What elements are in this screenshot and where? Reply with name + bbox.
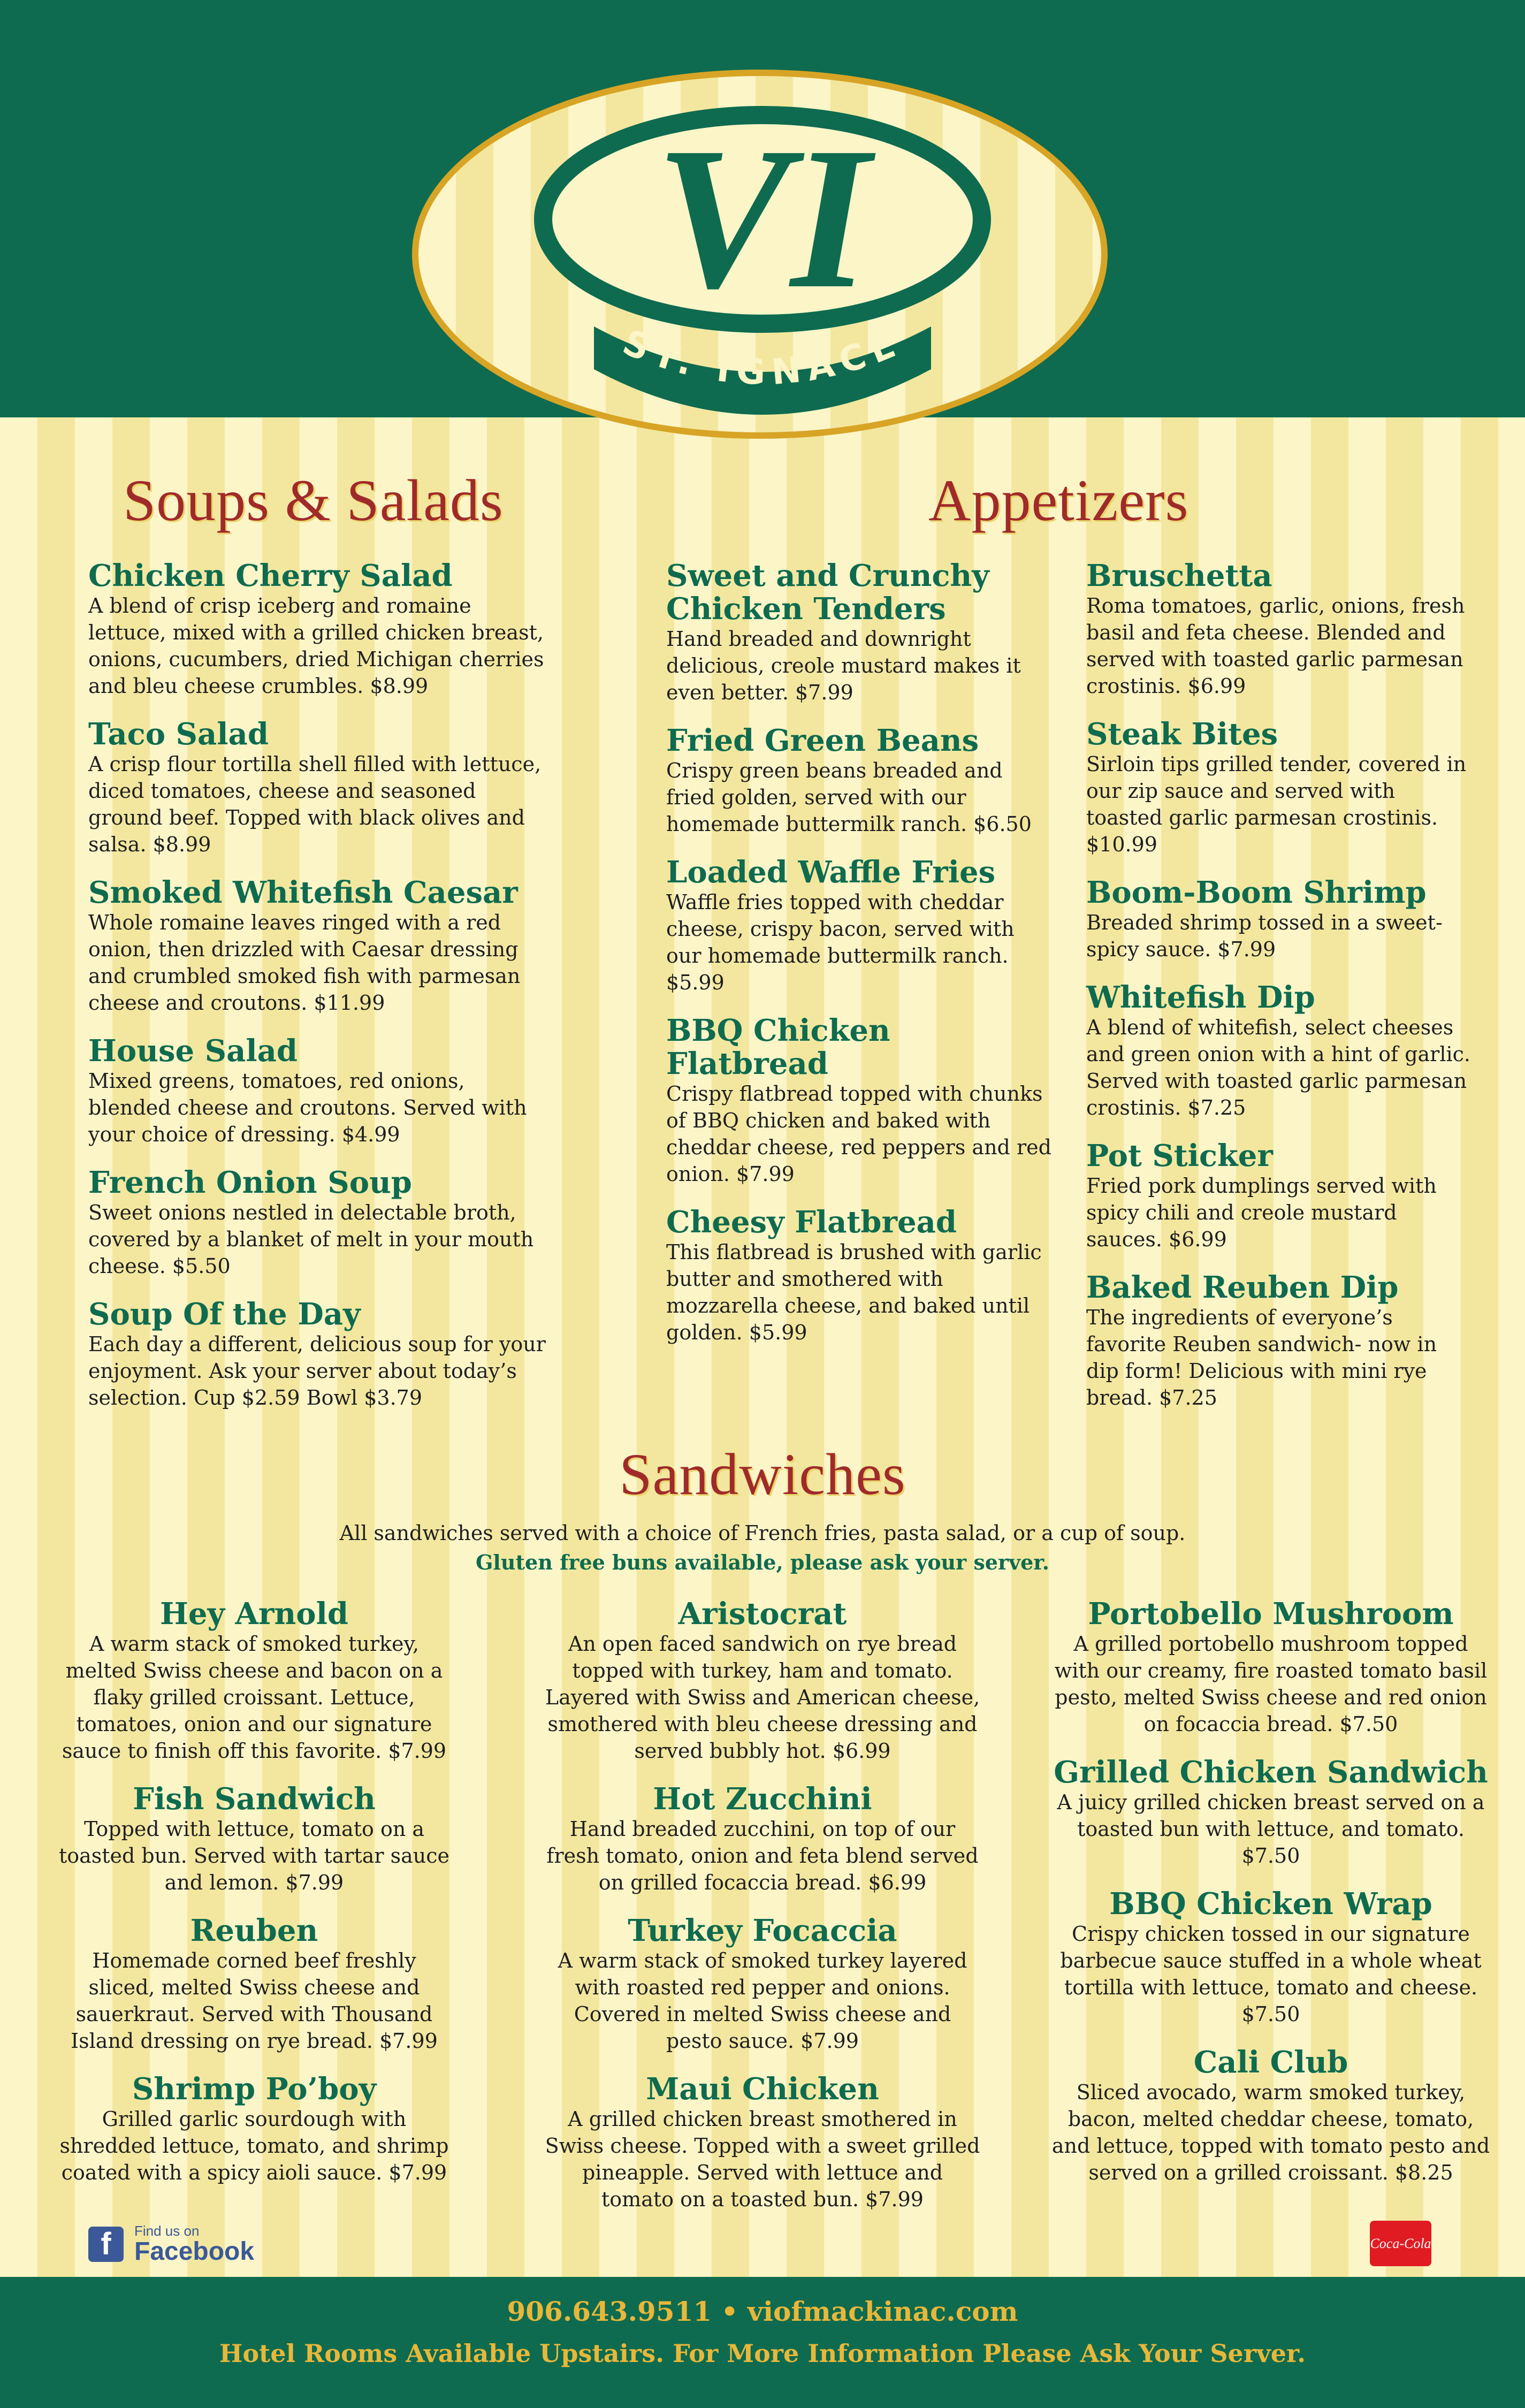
menu-item [1086,981,1471,1121]
item-desc: Crispy green beans breaded and fried golden, served with our homemade buttermilk ranch. $6.50 [666,759,1032,836]
item-desc: This flatbread is brushed with garlic butter and smothered with mozzarella cheese, and baked until golden. $5.99 [666,1240,1042,1344]
item-desc: Hand breaded and downright delicious, creole mustard makes it even better. $7.99 [666,627,1021,704]
item-desc: A grilled portobello mushroom topped with our creamy, fire roasted tomato basil pesto, melted Swiss cheese and red onion on focaccia bread. $7.50 [1054,1632,1488,1736]
item-desc: A blend of crisp iceberg and romaine lettuce, mixed with a grilled chicken breast, onions, cucumbers, dried Michigan cherries and bleu cheese crumbles. $8.99 [88,594,544,698]
item-desc: A warm stack of smoked turkey, melted Swiss cheese and bacon on a flaky grilled croissant. Lettuce, tomatoes, onion and our signature sauce to finish off this favorite. $7.99 [62,1632,447,1763]
sandwiches-column-2 [543,1597,982,2231]
item-desc: An open faced sandwich on rye bread topped with turkey, ham and tomato. Layered with Swiss and American cheese, smothered with bleu cheese dressing and served bubbly hot. $6.99 [545,1632,980,1763]
item-name: Turkey Focaccia [628,1913,897,1948]
item-name: French Onion Soup [88,1165,412,1200]
item-desc: A crisp flour tortilla shell filled with lettuce, diced tomatoes, cheese and seasoned ground beef. Topped with black olives and salsa. $8.99 [88,752,542,856]
item-name: Cali Club [1193,2045,1348,2080]
facebook-find-us: Find us on [134,2223,200,2239]
item-name: Smoked Whitefish Caesar [88,875,518,910]
sandwiches-title: Sandwiches [619,1442,906,1507]
menu-item [1086,1139,1471,1253]
menu-item [1086,876,1471,963]
soups-column [88,559,554,1429]
facebook-link[interactable] [88,2223,254,2265]
item-name: Steak Bites [1086,717,1278,752]
item-name: Fried Green Beans [666,723,979,758]
logo-place: ST. IGNACE [617,321,908,393]
item-desc: Grilled garlic sourdough with shredded lettuce, tomato, and shrimp coated with a spicy aioli sauce. $7.99 [59,2107,449,2184]
footer-contact: 906.643.9511 • viofmackinac.com [507,2296,1018,2327]
menu-item [1086,718,1471,858]
item-name: Maui Chicken [646,2071,879,2107]
item-desc: Roma tomatoes, garlic, onions, fresh basil and feta cheese. Blended and served with toasted garlic parmesan crostinis. $6.99 [1086,594,1465,698]
item-desc: Each day a different, delicious soup for your enjoyment. Ask your server about today’s selection. Cup $2.59 Bowl $3.79 [88,1332,546,1409]
item-name: Baked Reuben Dip [1086,1270,1399,1305]
item-desc: Mixed greens, tomatoes, red onions, blended cheese and croutons. Served with your choice of dressing. $4.99 [88,1069,527,1146]
item-name: House Salad [88,1033,298,1069]
item-name: Pot Sticker [1086,1138,1273,1173]
menu-item [56,1914,452,2054]
menu-item [88,718,554,858]
item-name: Cheesy Flatbread [666,1205,957,1240]
menu-item [666,559,1051,706]
menu-item [88,1298,554,1411]
appetizers-column-1 [666,559,1051,1364]
item-desc: Crispy flatbread topped with chunks of BBQ chicken and baked with cheddar cheese, red peppers and red onion. $7.99 [666,1082,1051,1186]
facebook-icon: f [88,2227,124,2262]
item-desc: Hand breaded zucchini, on top of our fresh tomato, onion and feta blend served on grilled focaccia bread. $6.99 [546,1817,979,1894]
menu-item [56,1782,452,1896]
item-name: Whitefish Dip [1086,980,1315,1015]
item-name: Shrimp Po’boy [132,2071,377,2107]
item-desc: Whole romaine leaves ringed with a red onion, then drizzled with Caesar dressing and crumbled smoked fish with parmesan cheese and croutons. $11.99 [88,911,521,1015]
menu-item [88,1166,554,1279]
menu-item [88,876,554,1016]
sandwiches-note: All sandwiches served with a choice of French fries, pasta salad, or a cup of soup. [339,1521,1186,1545]
item-desc: Sweet onions nestled in delectable broth, covered by a blanket of melt in your mouth cheese. $5.50 [88,1201,534,1278]
soups-title: Soups & Salads [123,468,504,533]
menu-item [543,2072,982,2213]
item-name: Hey Arnold [159,1596,349,1632]
item-desc: Sliced avocado, warm smoked turkey, bacon, melted cheddar cheese, tomato, and lettuce, topped with tomato pesto and served on a grilled croissant. $8.25 [1051,2081,1490,2184]
menu-item [1049,1887,1493,2028]
menu-item [1086,1271,1471,1411]
item-desc: Crispy chicken tossed in our signature barbecue sauce stuffed in a whole wheat tortilla with lettuce, tomato and cheese. $7.50 [1060,1922,1482,2026]
appetizers-title: Appetizers [928,468,1189,533]
menu-item [56,1597,452,1764]
footer-band [0,2277,1525,2408]
item-name: Hot Zucchini [653,1781,872,1817]
item-name: Fish Sandwich [133,1781,376,1817]
item-desc: Fried pork dumplings served with spicy chili and creole mustard sauces. $6.99 [1086,1174,1437,1251]
item-name: Taco Salad [88,717,269,752]
item-name: BBQ Chicken Wrap [1109,1886,1432,1922]
menu-item [56,2072,452,2186]
menu-item [88,559,554,699]
menu-item [543,1597,982,1764]
appetizers-column-2 [1086,559,1471,1429]
item-desc: A blend of whitefish, select cheeses and green onion with a hint of garlic. Served with toasted garlic parmesan crostinis. $7.25 [1086,1016,1471,1119]
item-desc: A warm stack of smoked turkey layered with roasted red pepper and onions. Covered in melted Swiss cheese and pesto sauce. $7.99 [558,1949,967,2053]
item-desc: Topped with lettuce, tomato on a toasted bun. Served with tartar sauce and lemon. $7.99 [58,1817,450,1894]
item-name: Grilled Chicken Sandwich [1054,1755,1488,1790]
menu-item [666,724,1051,837]
item-desc: Waffle fries topped with cheddar cheese, crispy bacon, served with our homemade buttermilk ranch. $5.99 [666,890,1015,994]
menu-item [1049,1756,1493,1869]
facebook-text [134,2223,254,2265]
facebook-label: Facebook [134,2237,255,2266]
sandwiches-column-1 [56,1597,452,2204]
gluten-free-note: Gluten free buns available, please ask your server. [475,1550,1050,1574]
item-desc: Homemade corned beef freshly sliced, melted Swiss cheese and sauerkraut. Served with Thousand Island dressing on rye bread. $7.99 [71,1949,438,2053]
logo-letters: VI [655,105,870,331]
menu-item [666,1206,1051,1346]
item-desc: Sirloin tips grilled tender, covered in our zip sauce and served with toasted garlic parmesan crostinis. $10.99 [1086,752,1467,856]
menu-item [1049,2046,1493,2186]
item-desc: A grilled chicken breast smothered in Swiss cheese. Topped with a sweet grilled pineapple. Served with lettuce and tomato on a toasted bun. $7.99 [545,2107,980,2211]
item-name: Soup Of the Day [88,1297,361,1332]
menu-item [666,1014,1051,1187]
item-name: BBQ Chicken Flatbread [666,1013,890,1081]
menu-item [666,856,1051,996]
item-name: Loaded Waffle Fries [666,855,996,890]
item-name: Bruschetta [1086,558,1272,593]
item-name: Portobello Mushroom [1088,1596,1454,1632]
menu-item [88,1034,554,1148]
vi-logo [514,102,1011,433]
item-name: Boom-Boom Shrimp [1086,875,1427,910]
item-desc: The ingredients of everyone’s favorite Reuben sandwich- now in dip form! Delicious with mini rye bread. $7.25 [1086,1306,1437,1409]
menu-item [543,1782,982,1896]
menu-item [543,1914,982,2054]
footer-hotel-note: Hotel Rooms Available Upstairs. For More Information Please Ask Your Server. [219,2339,1306,2368]
item-name: Aristocrat [678,1596,847,1632]
item-name: Sweet and Crunchy Chicken Tenders [666,558,989,627]
coca-cola-logo: Coca-Cola [1370,2221,1431,2266]
item-desc: A juicy grilled chicken breast served on a toasted bun with lettuce, and tomato. $7.50 [1057,1790,1485,1868]
item-name: Reuben [190,1913,318,1948]
menu-item [1086,559,1471,699]
item-desc: Breaded shrimp tossed in a sweet-spicy sauce. $7.99 [1086,911,1443,961]
sandwiches-column-3 [1049,1597,1493,2204]
menu-item [1049,1597,1493,1738]
item-name: Chicken Cherry Salad [88,558,453,593]
